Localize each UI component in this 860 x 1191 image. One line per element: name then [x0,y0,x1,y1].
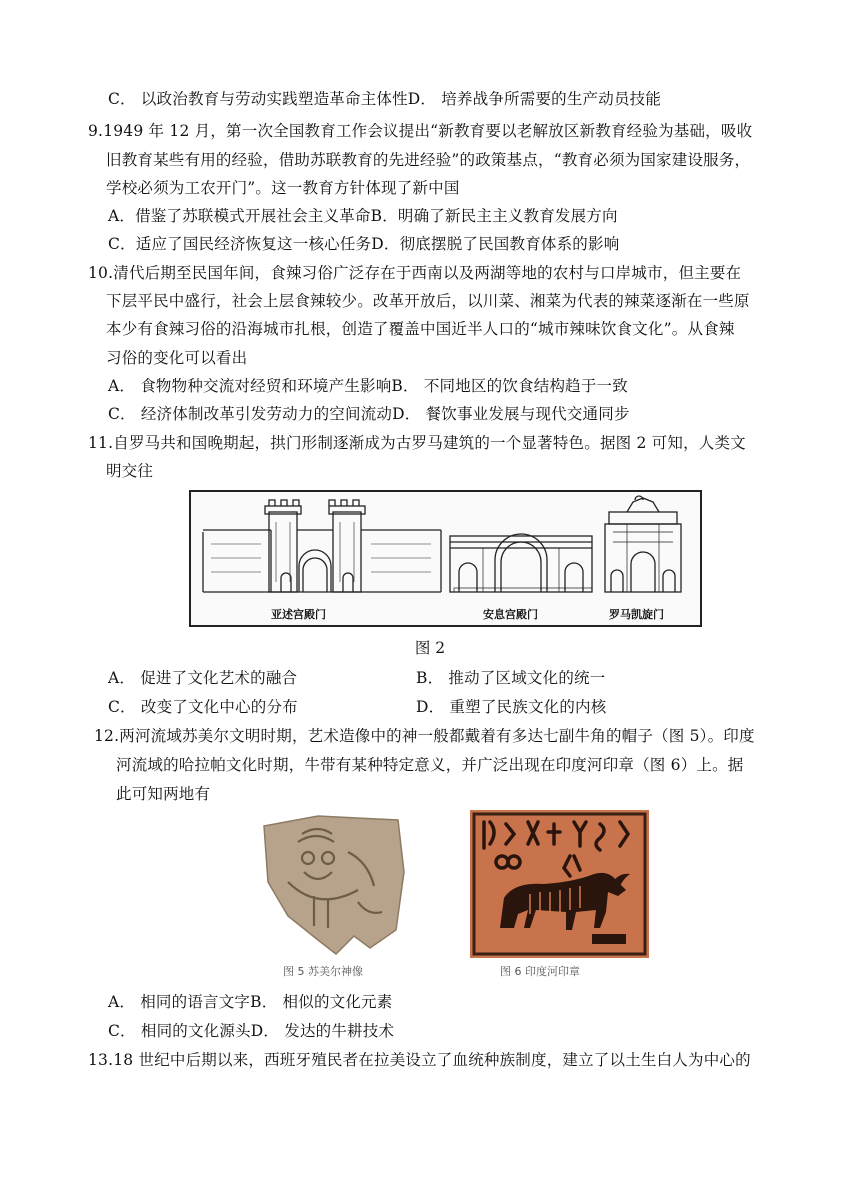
q11-option-c: C． 改变了文化中心的分布 [108,698,298,716]
q8-option-c: C． 以政治教育与劳动实践塑造革命主体性 [108,90,408,108]
sumerian-statue-photo [258,812,406,958]
q10-options-ab [108,375,628,397]
q10-line-3: 本少有食辣习俗的沿海城市扎根，创造了覆盖中国近半人口的“城市辣味饮食文化”。从食辣 [106,320,735,338]
q10-line-1: 10.清代后期至民国年间，食辣习俗广泛存在于西南以及两湖等地的农村与口岸城市，但主要在 [88,264,742,282]
q9-options-ab [108,205,618,227]
q11-line-1: 11.自罗马共和国晚期起，拱门形制逐渐成为古罗马建筑的一个显著特色。据图 2 可知，人类文 [88,434,746,452]
q9-line-1: 9.1949 年 12 月，第一次全国教育工作会议提出“新教育要以老解放区新教育经验为基础，吸收 [88,122,753,140]
q12-line-1: 12.两河流域苏美尔文明时期，艺术造像中的神一般都戴着有多达七副牛角的帽子（图 5）。印度 [94,727,755,745]
q13-line-1: 13.18 世纪中后期以来，西班牙殖民者在拉美设立了血统种族制度，建立了以土生白人为中心的 [88,1051,751,1069]
figure-label-roman: 罗马凯旋门 [609,608,664,621]
q12-option-c: C． 相同的文化源头 [108,1022,251,1040]
q10-option-a: A． 食物物种交流对经贸和环境产生影响 [108,377,392,395]
q9-option-d: D．彻底摆脱了民国教育体系的影响 [371,235,620,253]
q10-options-cd [108,403,630,425]
figure-2-gates [189,490,702,627]
q10-option-c: C． 经济体制改革引发劳动力的空间流动 [108,405,393,423]
assyrian-gate-drawing [203,500,441,592]
q9-option-b: B．明确了新民主主义教育发展方向 [370,207,618,225]
q10-option-d: D． 餐饮事业发展与现代交通同步 [392,405,630,423]
q10-line-4: 习俗的变化可以看出 [106,349,248,367]
q10-line-2: 下层平民中盛行，社会上层食辣较少。改革开放后，以川菜、湘菜为代表的辣菜逐渐在一些原 [106,292,750,310]
indus-seal-photo [470,810,649,958]
q12-option-d: D． 发达的牛耕技术 [250,1022,395,1040]
q11-option-d: D． 重塑了民族文化的内核 [416,698,607,716]
q9-option-c: C．适应了国民经济恢复这一核心任务 [108,235,372,253]
figure-5-caption: 图 5 苏美尔神像 [283,965,363,978]
roman-arch-drawing [605,496,681,592]
q11-option-a: A． 促进了文化艺术的融合 [108,669,298,687]
q12-line-2: 河流域的哈拉帕文化时期，牛带有某种特定意义，并广泛出现在印度河印章（图 6）上。据 [116,756,744,774]
figure-6-caption: 图 6 印度河印章 [500,965,580,978]
q12-options-ab [108,991,392,1013]
q12-options-cd [108,1020,394,1042]
q12-option-a: A． 相同的语言文字 [108,993,251,1011]
figure-label-parthian: 安息宫殿门 [483,608,538,621]
q9-option-a: A．借鉴了苏联模式开展社会主义革命 [108,207,371,225]
q11-option-b: B． 推动了区域文化的统一 [416,669,606,687]
q11-line-2: 明交往 [106,462,154,480]
q12-line-3: 此可知两地有 [116,785,211,803]
q8-option-c-d [108,88,661,110]
q8-option-d: D． 培养战争所需要的生产动员技能 [407,90,662,108]
q9-line-3: 学校必须为工农开门”。这一教育方针体现了新中国 [106,179,460,197]
figure-label-assyrian: 亚述宫殿门 [271,608,326,621]
parthian-gate-drawing [450,534,592,592]
figure-2-caption: 图 2 [414,639,446,657]
q9-options-cd [108,233,619,255]
q10-option-b: B． 不同地区的饮食结构趋于一致 [391,377,628,395]
q12-option-b: B． 相似的文化元素 [250,993,393,1011]
q9-line-2: 旧教育某些有用的经验，借助苏联教育的先进经验”的政策基点，“教育必须为国家建设服务， [106,151,751,169]
